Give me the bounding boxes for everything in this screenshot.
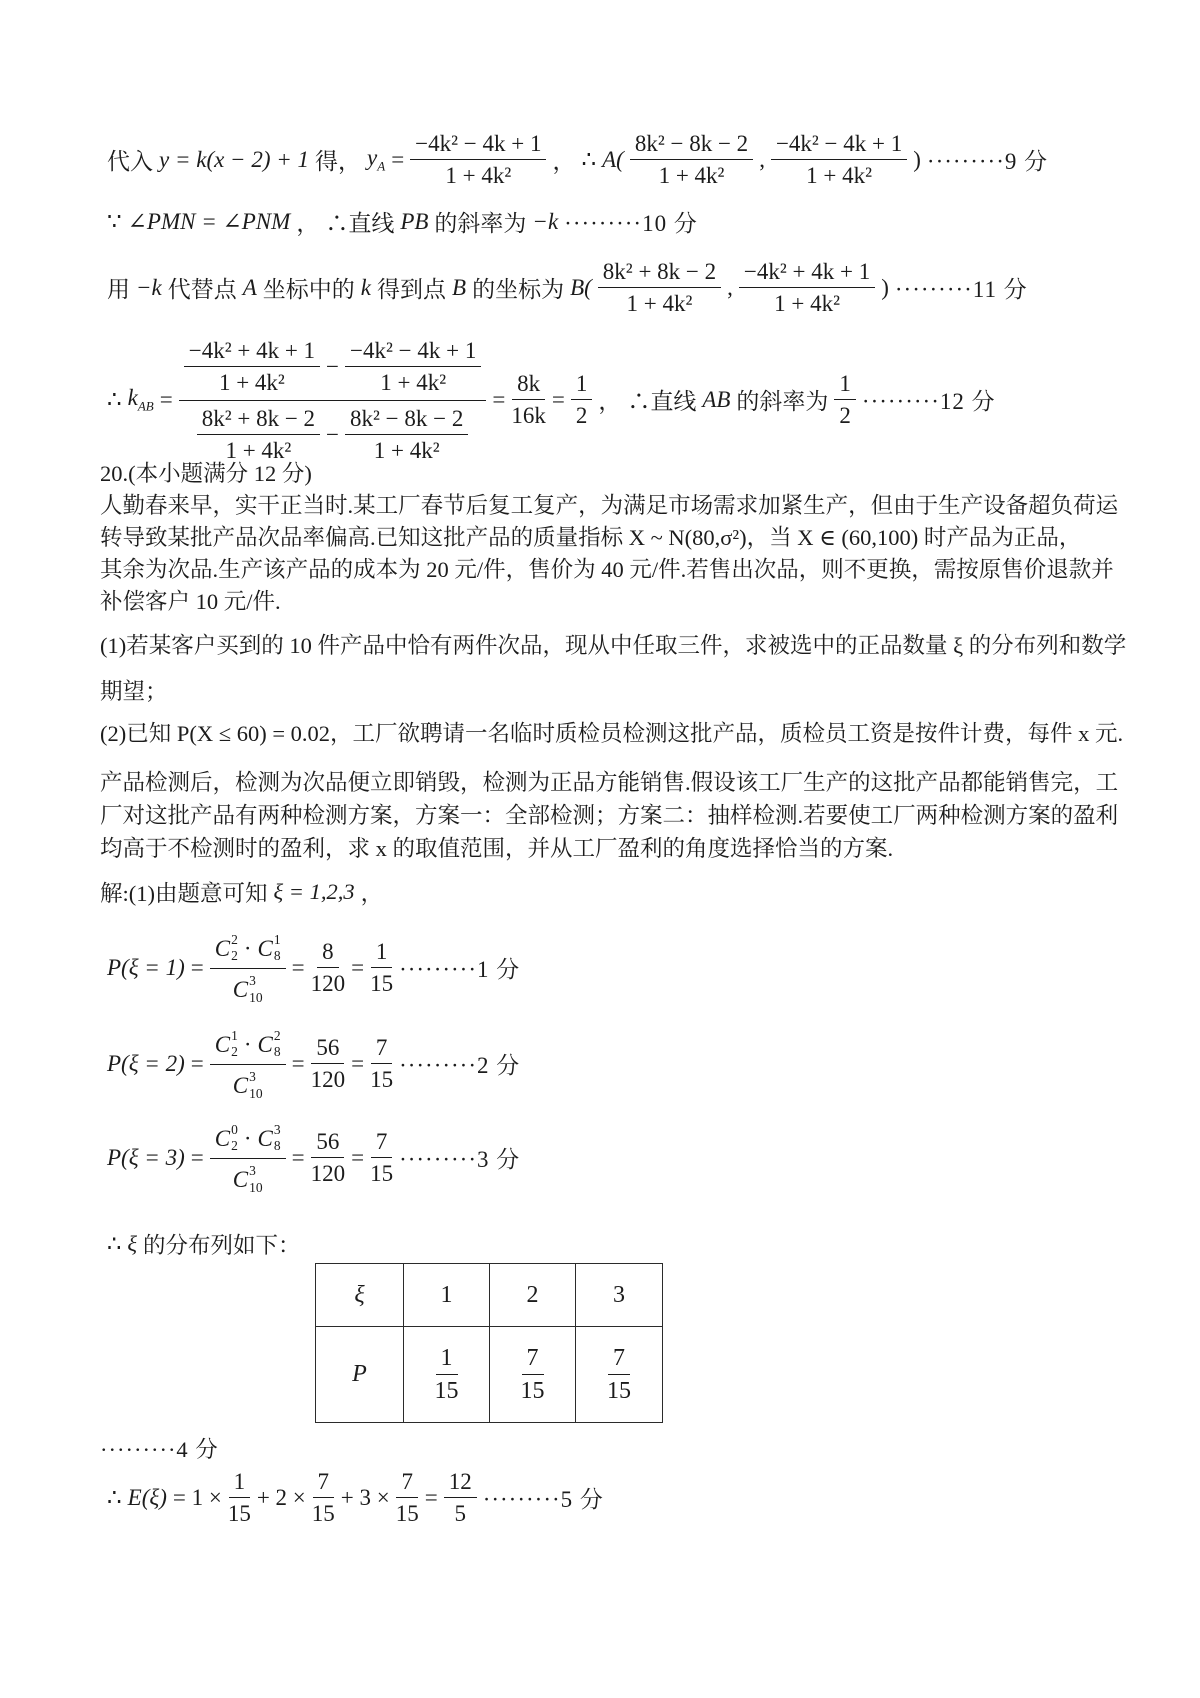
statement-line: 其余为次品.生产该产品的成本为 20 元/件，售价为 40 元/件.若售出次品，则不更换，需按原售价退款并 xyxy=(100,557,1114,582)
fraction xyxy=(345,405,468,464)
table-header-xi: ξ xyxy=(316,1264,404,1327)
score-marker: ·········9 分 xyxy=(926,149,1049,175)
equals-sign: = xyxy=(291,1144,305,1170)
subscript: A xyxy=(377,158,386,174)
score-marker-4: ·········4 分 xyxy=(100,1437,219,1462)
numerator: 12 xyxy=(444,1468,477,1498)
comma: ， xyxy=(552,149,576,175)
equals-sign: = xyxy=(551,386,565,412)
denominator xyxy=(233,1159,263,1195)
operator: = 1 × xyxy=(172,1484,222,1510)
binomial-coefficient xyxy=(233,1069,263,1101)
binomial-coefficient xyxy=(233,1163,263,1195)
superscript: 3 xyxy=(249,973,256,989)
text: 得到点 xyxy=(377,277,447,303)
numerator: 7 xyxy=(608,1344,630,1375)
subscript: 2 xyxy=(231,1138,238,1154)
superscript: 3 xyxy=(249,1163,256,1179)
denominator: 15 xyxy=(227,1501,251,1527)
numerator: −4k² − 4k + 1 xyxy=(771,130,907,160)
combination-fraction xyxy=(210,930,286,1006)
part-1-question-cont: 期望； xyxy=(100,679,168,704)
numerator: −4k² − 4k + 1 xyxy=(410,130,546,160)
combination-letter: C xyxy=(257,935,273,961)
text: 解:(1)由题意可知 xyxy=(100,881,268,906)
binomial-coefficient xyxy=(215,1028,238,1060)
fraction xyxy=(311,938,346,997)
expectation-formula xyxy=(107,1468,604,1527)
denominator: 15 xyxy=(607,1378,631,1404)
denominator: 120 xyxy=(310,1067,346,1093)
binomial-coefficient xyxy=(215,1122,238,1154)
combination-letter: C xyxy=(232,1073,249,1099)
equals-sign: = xyxy=(291,954,305,980)
fraction xyxy=(184,337,320,396)
numerator: 1 xyxy=(571,370,593,400)
binomial-coefficient xyxy=(215,932,238,964)
comma: , xyxy=(759,146,765,172)
denominator: 1 + 4k² xyxy=(626,291,693,317)
superscript: 3 xyxy=(249,1069,256,1085)
numerator: 1 xyxy=(436,1344,458,1375)
denominator: 1 + 4k² xyxy=(806,163,873,189)
subscript: 2 xyxy=(231,948,238,964)
text: 用 xyxy=(107,277,130,303)
minus-sign: − xyxy=(326,354,340,380)
fraction xyxy=(197,405,320,464)
equals-sign: = xyxy=(190,954,204,980)
denominator: 1 + 4k² xyxy=(658,163,725,189)
combination-letter: C xyxy=(257,1125,273,1151)
math-expression: ξ = 1,2,3 xyxy=(273,879,355,904)
probability-lhs: P(ξ = 1) xyxy=(107,954,185,980)
binomial-coefficient xyxy=(233,973,263,1005)
combination-letter: C xyxy=(214,935,231,961)
combination-fraction xyxy=(210,1026,286,1102)
fraction xyxy=(396,1468,419,1527)
fraction xyxy=(607,1344,631,1406)
formula-step-12 xyxy=(107,335,996,465)
fraction xyxy=(521,1344,545,1406)
compound-numerator xyxy=(179,335,487,401)
variable-with-subscript xyxy=(128,385,154,415)
text: 代替点 xyxy=(167,277,237,303)
numerator: 8k² + 8k − 2 xyxy=(598,258,721,288)
variable: y xyxy=(367,144,378,170)
denominator: 1 + 4k² xyxy=(445,163,512,189)
point-label: B xyxy=(452,274,467,300)
score-marker: ·········12 分 xyxy=(861,389,996,415)
score-marker: ·········10 分 xyxy=(564,211,698,236)
comma: ， xyxy=(360,881,384,906)
probability-lhs: P(ξ = 2) xyxy=(107,1050,185,1076)
numerator: 7 xyxy=(313,1468,335,1498)
math-expression: ∠PMN = ∠PNM xyxy=(127,208,291,234)
comma: , xyxy=(727,274,733,300)
table-header-value: 1 xyxy=(404,1264,490,1327)
denominator: 120 xyxy=(310,1161,346,1187)
expectation-lhs: E(ξ) xyxy=(127,1484,167,1510)
subscript: AB xyxy=(137,398,154,414)
combination-letter: C xyxy=(232,1167,249,1193)
combination-letter: C xyxy=(214,1125,231,1151)
numerator xyxy=(210,1026,286,1065)
formula-step-11 xyxy=(107,258,1028,317)
variable: k xyxy=(360,274,372,300)
table-row-label-p: P xyxy=(316,1327,404,1423)
denominator: 1 + 4k² xyxy=(774,291,840,317)
numerator: 56 xyxy=(311,1128,344,1158)
comma: ， xyxy=(598,389,622,415)
probability-xi-2 xyxy=(107,1026,520,1102)
slope-value: −k xyxy=(532,208,559,234)
superscript: 0 xyxy=(231,1122,238,1137)
subscript: 8 xyxy=(273,1138,281,1154)
therefore-symbol: ∴ xyxy=(581,146,597,172)
score-marker: ·········11 分 xyxy=(894,277,1028,303)
fraction xyxy=(370,1128,393,1187)
table-cell xyxy=(404,1327,490,1423)
subscript: 10 xyxy=(249,1179,263,1195)
denominator: 15 xyxy=(311,1501,335,1527)
comma: ， xyxy=(296,211,320,236)
formula-step-9 xyxy=(107,130,1048,189)
subscript: 2 xyxy=(231,1044,238,1060)
denominator: 15 xyxy=(370,1067,394,1093)
distribution-intro xyxy=(107,1228,300,1260)
point-label: A( xyxy=(602,146,624,172)
combination-letter: C xyxy=(257,1031,273,1057)
statement-line: 转导致某批产品次品率偏高.已知这批产品的质量指标 X ~ N(80,σ²)，当 X ∈ (60,100) 时产品为正品， xyxy=(100,525,1082,550)
denominator: 120 xyxy=(310,971,346,997)
combination-letter: C xyxy=(232,977,249,1003)
formula-step-10 xyxy=(107,205,698,238)
point-label: B( xyxy=(570,274,592,300)
numerator: 56 xyxy=(311,1034,344,1064)
line-label: PB xyxy=(400,208,429,234)
numerator: 8k xyxy=(512,370,545,400)
text: ∴直线 xyxy=(325,211,395,236)
fraction xyxy=(771,130,907,189)
solution-intro xyxy=(100,876,383,908)
text: 的分布列如下： xyxy=(142,1233,301,1258)
point-label: A xyxy=(242,274,257,300)
denominator: 1 + 4k² xyxy=(218,370,285,396)
text: 坐标中的 xyxy=(262,277,355,303)
numerator xyxy=(210,930,286,969)
fraction xyxy=(345,337,481,396)
superscript: 1 xyxy=(273,932,281,947)
superscript: 2 xyxy=(273,1028,281,1043)
equals-sign: = xyxy=(492,386,506,412)
operator: + 2 × xyxy=(256,1484,306,1510)
compound-denominator xyxy=(197,401,469,464)
variable: k xyxy=(127,384,138,410)
equals-sign: = xyxy=(351,954,365,980)
denominator: 1 + 4k² xyxy=(373,438,440,464)
statement-line: 人勤春来早，实干正当时.某工厂春节后复工复产，为满足市场需求加紧生产，但由于生产设备超负荷运 xyxy=(100,493,1119,518)
equals-sign: = xyxy=(190,1144,204,1170)
fraction xyxy=(834,370,856,429)
table-probability-row xyxy=(316,1327,663,1423)
fraction xyxy=(739,258,875,317)
combination-fraction xyxy=(210,1120,286,1196)
problem-20-statement xyxy=(100,490,1118,618)
score-marker: ·········5 分 xyxy=(482,1487,604,1513)
binomial-coefficient xyxy=(258,1122,281,1154)
close-paren: ) xyxy=(881,274,889,300)
fraction xyxy=(444,1468,477,1527)
numerator: −4k² + 4k + 1 xyxy=(739,258,875,288)
numerator: 8k² − 8k − 2 xyxy=(630,130,753,160)
problem-20-heading: 20.(本小题满分 12 分) xyxy=(100,461,312,486)
combination-letter: C xyxy=(214,1031,231,1057)
subscript: 8 xyxy=(273,948,281,964)
fraction xyxy=(598,258,721,317)
subscript: 8 xyxy=(273,1044,281,1060)
superscript: 3 xyxy=(273,1122,281,1137)
text: 代入 xyxy=(107,149,153,175)
operator: + 3 × xyxy=(340,1484,390,1510)
table-header-row xyxy=(316,1264,663,1327)
minus-sign: − xyxy=(326,422,340,448)
fraction xyxy=(370,938,393,997)
therefore-symbol: ∴ xyxy=(107,1484,122,1510)
fraction xyxy=(311,1034,346,1093)
fraction xyxy=(370,1034,393,1093)
equals-sign: = xyxy=(351,1144,365,1170)
numerator: −4k² + 4k + 1 xyxy=(184,337,320,367)
denominator: 15 xyxy=(395,1501,419,1527)
fraction xyxy=(571,370,593,429)
part-2-question: (2)已知 P(X ≤ 60) = 0.02，工厂欲聘请一名临时质检员检测这批产品，质检员工资是按件计费，每件 x 元. xyxy=(100,721,1124,746)
therefore-symbol: ∴ xyxy=(107,1231,122,1256)
table-cell xyxy=(576,1327,663,1423)
line-label: AB xyxy=(702,386,731,412)
part-2-question-cont xyxy=(100,766,1118,865)
statement-line: 均高于不检测时的盈利，求 x 的取值范围，并从工厂盈利的角度选择恰当的方案. xyxy=(100,836,894,861)
numerator: 1 xyxy=(229,1468,251,1498)
numerator: −4k² − 4k + 1 xyxy=(345,337,481,367)
numerator: 8k² + 8k − 2 xyxy=(197,405,320,435)
fraction xyxy=(435,1344,459,1406)
superscript: 2 xyxy=(231,932,238,947)
because-symbol: ∵ xyxy=(107,208,122,234)
denominator: 1 + 4k² xyxy=(225,438,292,464)
numerator: 7 xyxy=(522,1344,544,1375)
variable: ξ xyxy=(127,1231,137,1256)
denominator xyxy=(233,969,263,1005)
table-header-value: 3 xyxy=(576,1264,663,1327)
binomial-coefficient xyxy=(258,932,281,964)
table-cell xyxy=(490,1327,576,1423)
numerator: 7 xyxy=(371,1128,393,1158)
equals-sign: = xyxy=(351,1050,365,1076)
numerator: 7 xyxy=(396,1468,418,1498)
equals-sign: = xyxy=(424,1484,438,1510)
close-paren: ) xyxy=(913,146,921,172)
math-expression: y = k(x − 2) + 1 xyxy=(159,146,310,172)
statement-line: 产品检测后，检测为次品便立即销毁，检测为正品方能销售.假设该工厂生产的这批产品都能销售完，工 xyxy=(100,770,1119,795)
text: 得， xyxy=(315,149,362,175)
table-header-value: 2 xyxy=(490,1264,576,1327)
fraction xyxy=(312,1468,335,1527)
numerator: 8k² − 8k − 2 xyxy=(345,405,468,435)
equals-sign: = xyxy=(391,146,405,172)
numerator: 7 xyxy=(371,1034,393,1064)
binomial-coefficient xyxy=(258,1028,281,1060)
superscript: 1 xyxy=(231,1028,238,1043)
numerator: 1 xyxy=(371,938,393,968)
cdot-operator: · xyxy=(243,1125,252,1151)
fraction xyxy=(630,130,753,189)
therefore-symbol: ∴ xyxy=(107,386,122,412)
subscript: 10 xyxy=(249,989,263,1005)
text: ∴直线 xyxy=(627,389,697,415)
score-marker: ·········2 分 xyxy=(399,1053,521,1079)
score-marker: ·········1 分 xyxy=(399,957,521,983)
numerator xyxy=(210,1120,286,1159)
denominator: 15 xyxy=(370,1161,394,1187)
probability-xi-1 xyxy=(107,930,520,1006)
probability-lhs: P(ξ = 3) xyxy=(107,1144,185,1170)
denominator: 1 + 4k² xyxy=(380,370,447,396)
equals-sign: = xyxy=(159,386,173,412)
text: 的斜率为 xyxy=(434,211,527,236)
part-1-question: (1)若某客户买到的 10 件产品中恰有两件次品，现从中任取三件，求被选中的正品数量 ξ 的分布列和数学 xyxy=(100,633,1127,658)
score-marker: ·········3 分 xyxy=(399,1147,521,1173)
text: 的斜率为 xyxy=(736,389,829,415)
denominator xyxy=(233,1065,263,1101)
denominator: 2 xyxy=(839,403,851,429)
denominator: 5 xyxy=(454,1501,466,1527)
denominator: 15 xyxy=(434,1378,459,1404)
fraction xyxy=(228,1468,251,1527)
fraction xyxy=(311,1128,346,1187)
equals-sign: = xyxy=(190,1050,204,1076)
compound-fraction xyxy=(179,335,487,465)
statement-line: 补偿客户 10 元/件. xyxy=(100,589,281,614)
denominator: 16k xyxy=(511,403,546,429)
text: 的坐标为 xyxy=(472,277,565,303)
cdot-operator: · xyxy=(243,935,252,961)
equals-sign: = xyxy=(291,1050,305,1076)
numerator: 8 xyxy=(317,938,339,968)
distribution-table xyxy=(315,1263,663,1423)
denominator: 2 xyxy=(575,403,588,429)
probability-xi-3 xyxy=(107,1120,520,1196)
denominator: 15 xyxy=(370,971,394,997)
numerator: 1 xyxy=(834,370,856,400)
denominator: 15 xyxy=(520,1378,545,1404)
statement-line: 厂对这批产品有两种检测方案，方案一：全部检测；方案二：抽样检测.若要使工厂两种检测方案的盈利 xyxy=(100,803,1119,828)
variable-with-subscript xyxy=(367,145,385,175)
cdot-operator: · xyxy=(243,1031,252,1057)
subscript: 10 xyxy=(249,1085,263,1101)
fraction xyxy=(511,370,546,429)
fraction xyxy=(410,130,546,189)
math-expression: −k xyxy=(136,274,162,300)
